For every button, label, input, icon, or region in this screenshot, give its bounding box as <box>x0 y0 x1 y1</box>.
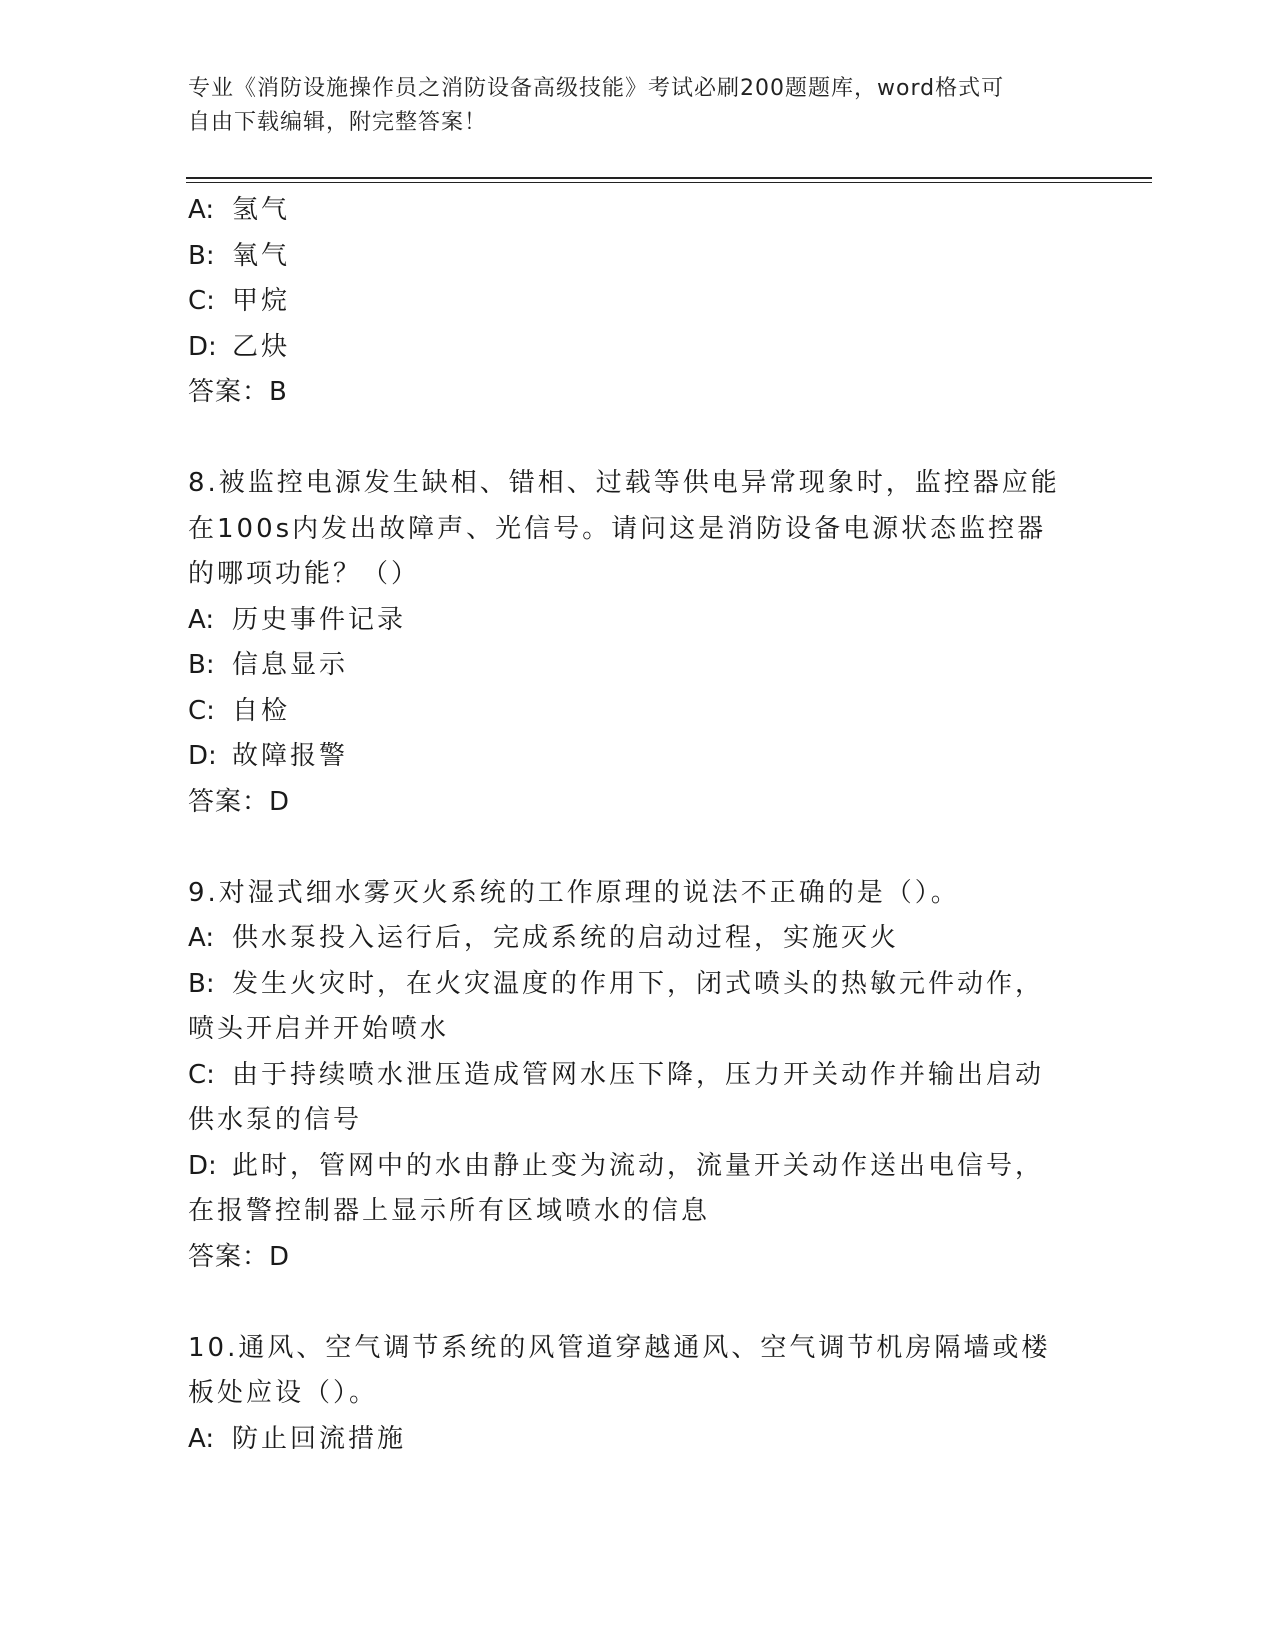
answer-9: 答案：D <box>188 1241 291 1272</box>
spacer <box>188 825 1088 871</box>
document-content <box>188 188 1088 1462</box>
option-d: D: 乙炔 <box>188 331 291 362</box>
option-b: B: 发生火灾时，在火灾温度的作用下，闭式喷头的热敏元件动作，喷头开启并开始喷水 <box>188 968 1045 1044</box>
option-b: B: 信息显示 <box>188 650 349 680</box>
option-c: C: 甲烷 <box>188 286 291 316</box>
answer-7: 答案：B <box>188 377 288 407</box>
question-8-text: 8.被监控电源发生缺相、错相、过载等供电异常现象时，监控器应能在100s内发出故障声、光信号。请问这是消防设备电源状态监控器的哪项功能？（） <box>188 468 1060 589</box>
question-10 <box>188 1326 1088 1463</box>
question-7-options <box>188 188 1088 416</box>
question-8 <box>188 461 1088 825</box>
header-line-2: 自由下载编辑，附完整答案！ <box>188 110 488 135</box>
question-9 <box>188 871 1088 1281</box>
question-9-text: 9.对湿式细水雾灭火系统的工作原理的说法不正确的是（）。 <box>188 877 960 908</box>
option-c: C: 由于持续喷水泄压造成管网水压下降，压力开关动作并输出启动供水泵的信号 <box>188 1059 1045 1135</box>
option-d: D: 此时，管网中的水由静止变为流动，流量开关动作送出电信号，在报警控制器上显示所有区域喷水的信息 <box>188 1150 1045 1226</box>
header-divider-thin <box>186 182 1152 183</box>
option-a: A: 历史事件记录 <box>188 604 407 635</box>
document-header <box>188 72 1068 140</box>
option-a: A: 防止回流措施 <box>188 1423 407 1454</box>
spacer <box>188 1280 1088 1326</box>
option-c: C: 自检 <box>188 695 291 726</box>
question-10-text: 10.通风、空气调节系统的风管道穿越通风、空气调节机房隔墙或楼板处应设（）。 <box>188 1332 1051 1408</box>
option-a: A: 氢气 <box>188 195 291 225</box>
answer-8: 答案：D <box>188 786 291 817</box>
option-a: A: 供水泵投入运行后，完成系统的启动过程，实施灭火 <box>188 923 900 953</box>
header-divider-thick <box>186 177 1152 179</box>
spacer <box>188 416 1088 462</box>
option-b: B: 氧气 <box>188 240 291 271</box>
option-d: D: 故障报警 <box>188 741 349 771</box>
header-line-1: 专业《消防设施操作员之消防设备高级技能》考试必刷200题题库，word格式可 <box>188 76 1005 101</box>
